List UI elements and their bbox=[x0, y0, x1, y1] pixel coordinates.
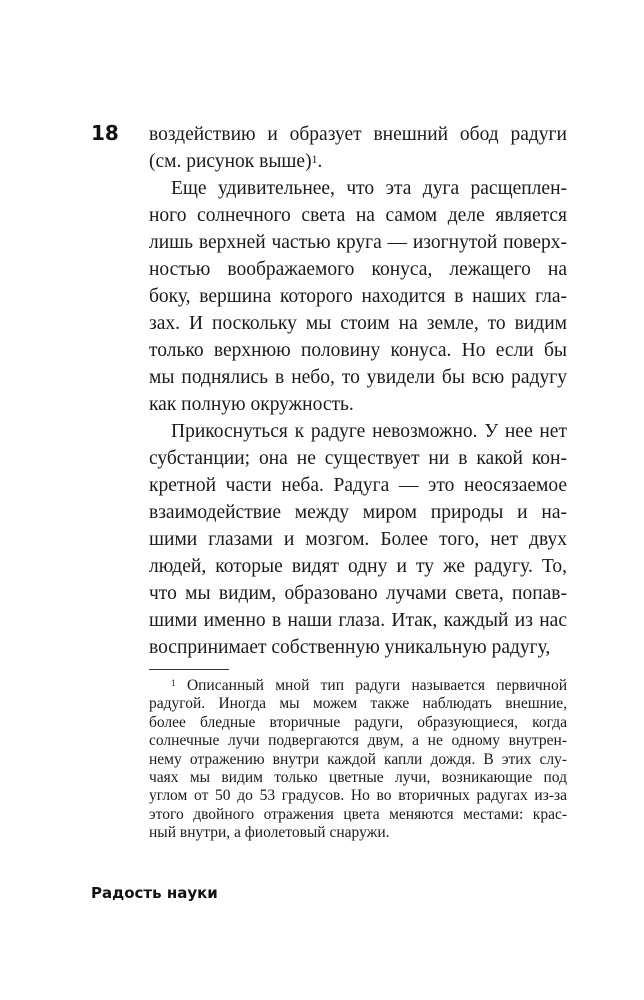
paragraph-1 bbox=[149, 121, 567, 175]
text-line: нему отражению внутри каждой капли дождя. В этих слу- bbox=[149, 750, 567, 768]
text-line: лишь верхней частью круга — изогнутой поверх- bbox=[149, 232, 567, 253]
text-line: субстанции; она не существует ни в какой кон- bbox=[149, 448, 567, 469]
text-line: взаимодействие между миром природы и на- bbox=[149, 502, 567, 523]
text-line: как полную окружность. bbox=[149, 394, 354, 415]
paragraph-3 bbox=[149, 418, 567, 661]
paragraph-2 bbox=[149, 175, 567, 418]
text-line: зах. И поскольку мы стоим на земле, то видим bbox=[149, 313, 567, 334]
text-line: только верхнюю половину конуса. Но если бы bbox=[149, 340, 567, 361]
text-line: мы поднялись в небо, то увидели бы всю радугу bbox=[149, 367, 567, 388]
text-line: людей, которые видят одну и ту же радугу. То, bbox=[149, 556, 567, 577]
text-line: что мы видим, образовано лучами света, попав- bbox=[149, 583, 567, 604]
text-line: ного солнечного света на самом деле является bbox=[149, 205, 567, 226]
text-line: радугой. Иногда мы можем также наблюдать внешние, bbox=[149, 695, 567, 713]
running-footer-book-title: Радость науки bbox=[91, 884, 218, 902]
main-text bbox=[149, 121, 567, 661]
text-line: этого двойного отражения цвета меняются местами: крас- bbox=[149, 805, 567, 823]
text-segment: (см. рисунок выше) bbox=[149, 151, 312, 172]
text-line: шими именно в наши глаза. Итак, каждый из нас bbox=[149, 610, 567, 631]
text-line: солнечные лучи подвергаются двум, а не одному внутрен- bbox=[149, 732, 567, 750]
text-line: воспринимает собственную уникальную радугу, bbox=[149, 637, 551, 658]
text-line: более бледные вторичные радуги, образующиеся, когда bbox=[149, 713, 567, 731]
text-line: ный внутри, а фиолетовый снаружи. bbox=[149, 824, 390, 842]
text-line: чаях мы видим только цветные лучи, возникающие под bbox=[149, 768, 567, 786]
text-line: Прикоснуться к радуге невозможно. У нее нет bbox=[171, 421, 567, 442]
text-line: боку, вершина которого находится в наших гла- bbox=[149, 286, 567, 307]
text-line: Еще удивительнее, что эта дуга расщеплен- bbox=[171, 178, 567, 199]
footnote-divider bbox=[149, 669, 229, 670]
text-line: углом от 50 до 53 градусов. Но во вторичных радугах из-за bbox=[149, 787, 567, 805]
footnote-marker: 1 bbox=[171, 679, 176, 689]
footnote-reference[interactable]: 1 bbox=[311, 153, 318, 166]
text-line bbox=[149, 148, 567, 175]
page-number: 18 bbox=[91, 121, 119, 145]
text-segment: Описанный мной тип радуги называется первичной bbox=[186, 677, 567, 694]
text-line: шими глазами и мозгом. Более того, нет двух bbox=[149, 529, 567, 550]
text-line bbox=[149, 677, 567, 695]
text-line: ностью воображаемого конуса, лежащего на bbox=[149, 259, 567, 280]
text-line: кретной части неба. Радуга — это неосязаемое bbox=[149, 475, 567, 496]
text-line: воздействию и образует внешний обод радуги bbox=[149, 124, 567, 145]
footnote bbox=[149, 677, 567, 843]
text-segment: . bbox=[317, 151, 323, 172]
